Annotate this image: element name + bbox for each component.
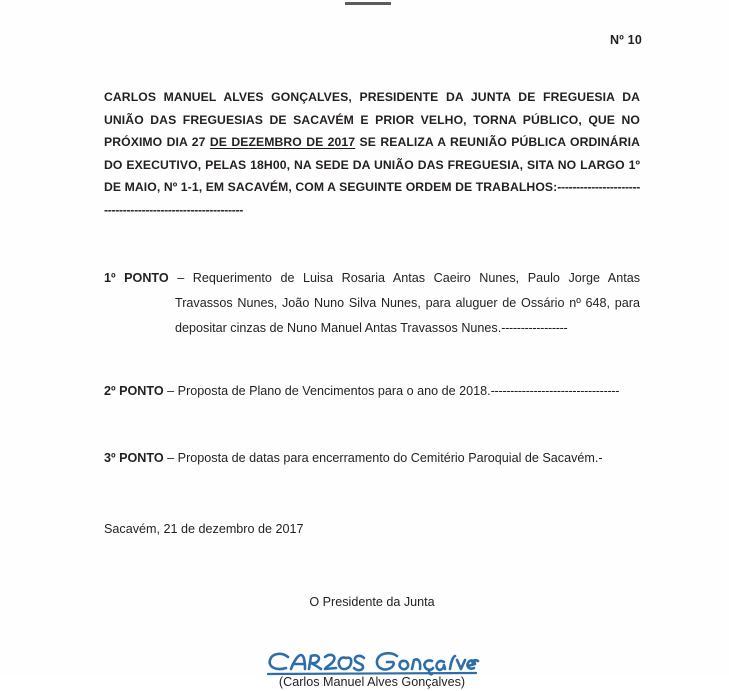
- agenda-point-3-text: Proposta de datas para encerramento do Cemitério Paroquial de Sacavém.: [177, 451, 599, 465]
- header-text-part-2: SE REALIZA A REUNIÃO PÚBLICA ORDINÁRIA DO EXECUTIVO, PELAS 18H00, NA SEDE DA UNIÃO DAS FREGUESIA, SITA NO LARGO 1º DE MAIO, Nº 1-1, EM SACAVÉM, COM A SEGUINTE ORDEM DE TRABALHOS:: [104, 135, 640, 194]
- agenda-point-3-trailing-dashes: -: [598, 451, 603, 465]
- date-line: Sacavém, 21 de dezembro de 2017: [104, 522, 304, 536]
- header-underlined-date: DE DEZEMBRO DE 2017: [209, 135, 356, 149]
- agenda-point-1-trailing-dashes: -----------------: [501, 321, 568, 335]
- document-body: [104, 86, 640, 691]
- agenda-point-2: [104, 379, 640, 404]
- agenda-point-2-label: 2º PONTO: [104, 384, 164, 398]
- agenda-point-3-label: 3º PONTO: [104, 451, 164, 465]
- header-text-part-1: CARLOS MANUEL ALVES GONÇALVES, PRESIDENTE DA JUNTA DE FREGUESIA DA UNIÃO DAS FREGUESIAS DE SACAVÉM E PRIOR VELHO, TORNA PÚBLICO, QUE NO PRÓXIMO DIA 27: [104, 90, 640, 149]
- signature-printed-name: (Carlos Manuel Alves Gonçalves): [278, 675, 466, 689]
- agenda-point-2-text: Proposta de Plano de Vencimentos para o ano de 2018.: [177, 384, 491, 398]
- agenda-point-1-label: 1º PONTO: [104, 271, 169, 285]
- agenda-point-3: [104, 446, 640, 471]
- agenda-point-1: [104, 266, 640, 341]
- agenda-point-2-separator: –: [163, 384, 178, 398]
- agenda-point-1-text: Requerimento de Luisa Rosaria Antas Caeiro Nunes, Paulo Jorge Antas Travassos Nunes, João Nuno Silva Nunes, para aluguer de Ossário nº 648, para depositar cinzas de Nuno Manuel Antas Travassos Nunes.: [175, 271, 640, 335]
- signature-wrapper: [264, 647, 480, 689]
- agenda-point-2-trailing-dashes: ---------------------------------: [490, 384, 620, 398]
- agenda-point-1-separator: –: [168, 271, 193, 285]
- header-paragraph: [104, 86, 640, 221]
- signature-area: [104, 647, 640, 691]
- closing-title: O Presidente da Junta: [309, 595, 435, 609]
- header-trailing-dashes: -----------------------------------------------------------: [104, 180, 640, 217]
- document-number: Nº 10: [610, 33, 642, 47]
- agenda-point-3-separator: –: [163, 451, 178, 465]
- scan-artifact-mark: [345, 2, 391, 5]
